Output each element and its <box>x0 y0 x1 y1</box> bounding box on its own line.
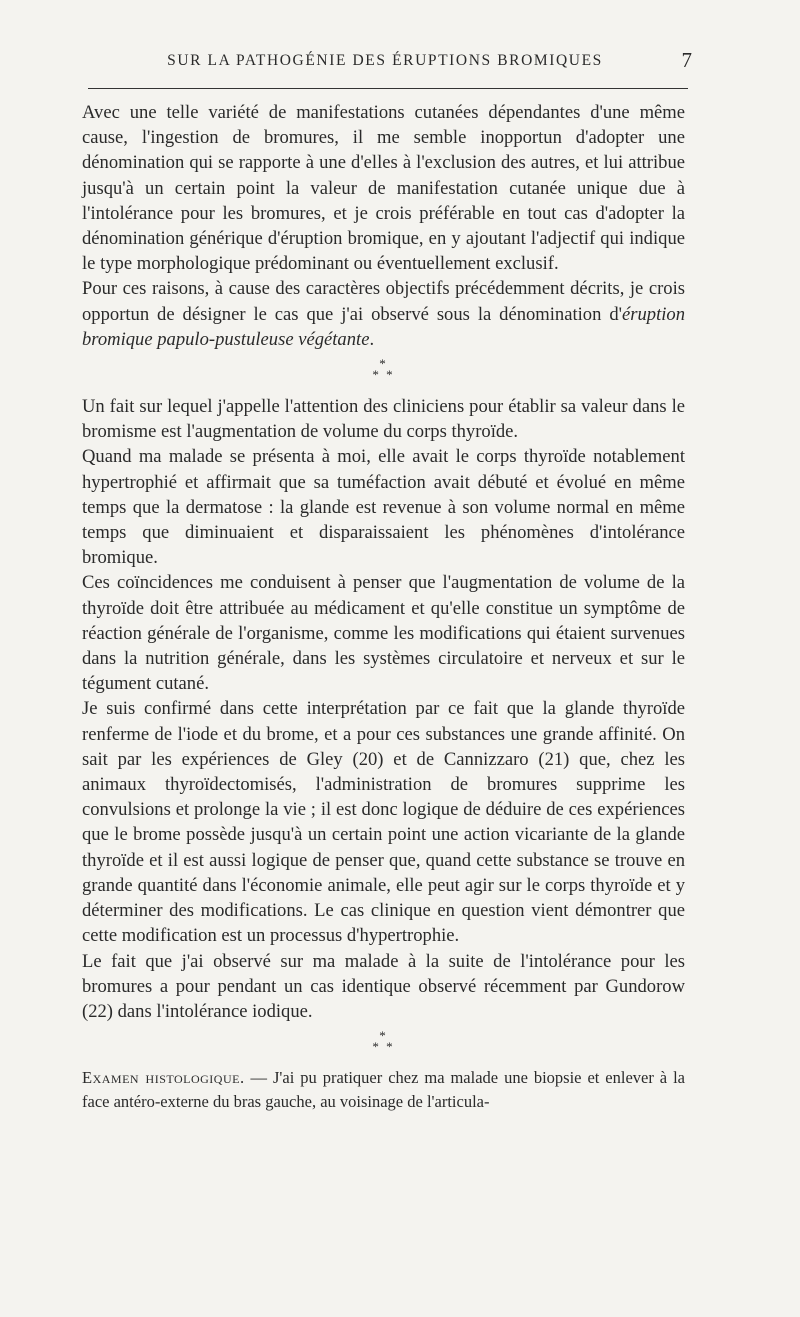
paragraph-2-italic-term: éruption bromique papulo-pustuleuse végétante <box>82 303 685 350</box>
paragraph-4: Quand ma malade se présenta à moi, elle avait le corps thyroïde notablement hypertrophié et affirmait que sa tuméfaction avait débuté et évolué en même temps que la dermatose : la glande est revenue à son volume normal en même temps que diminuaient et disparaissaient les phénomènes d'intolérance bromique. <box>82 446 685 569</box>
paragraph-2 <box>82 276 685 352</box>
histology-heading: Examen histologique. <box>82 1068 245 1088</box>
paragraph-7: Le fait que j'ai observé sur ma malade à la suite de l'intolérance pour les bromures a pour pendant un cas identique observé récemment par Gundorow (22) dans l'intolérance iodique. <box>82 950 685 1022</box>
paragraph-2-text: Pour ces raisons, à cause des caractères objectifs précédemment décrits, je crois opportun de désigner le cas que j'ai observé sous la dénomination d' <box>82 278 685 325</box>
paragraph-6: Je suis confirmé dans cette interprétation par ce fait que la glande thyroïde renferme de l'iode et du brome, et a pour ces substances une grande affinité. On sait par les expériences de Gley (20) et de Cannizzaro (21) que, chez les animaux thyroïdectomisés, l'administration de bromures supprime les convulsions et prolonge la vie ; il est donc logique de déduire de ces expériences que le brome possède jusqu'à un certain point une action vicariante de la glande thyroïde et il est aussi logique de penser que, quand cette substance se trouve en grande quantité dans l'économie animale, elle peut agir sur le corps thyroïde et y déterminer des modifications. Le cas clinique en question vient démontrer que cette modification est un processus d'hypertrophie. <box>82 698 685 947</box>
asterism-bottom: * * <box>372 1039 395 1055</box>
paragraph-1: Avec une telle variété de manifestations cutanées dépendantes d'une même cause, l'ingestion de bromures, il me semble inopportun d'adopter une dénomination qui se rapporte à une d'elles à l'exclusion des autres, et lui attribue jusqu'à un certain point la valeur de manifestation cutanée unique due à l'intolérance pour les bromures, et je crois préférable en tout cas d'adopter la dénomination générique d'éruption bromique, en y ajoutant l'adjectif qui indique le type morphologique prédominant ou éventuellement exclusif. <box>82 102 685 275</box>
header-rule <box>88 88 688 89</box>
histology-paragraph <box>82 1066 685 1114</box>
paragraph-5: Ces coïncidences me conduisent à penser que l'augmentation de volume de la thyroïde doit être attribuée au médicament et qu'elle constitue un symptôme de réaction générale de l'organisme, comme les modifications qui étaient survenues dans la nutrition générale, dans les systèmes circulatoire et nerveux et sur le tégument cutané. <box>82 572 685 695</box>
asterism-top: * <box>379 356 388 372</box>
body-text <box>82 100 685 1114</box>
running-title: SUR LA PATHOGÉNIE DES ÉRUPTIONS BROMIQUES <box>167 52 603 69</box>
page-header <box>82 48 692 78</box>
asterism-top: * <box>379 1028 388 1044</box>
section-asterism-1 <box>82 356 685 383</box>
asterism-bottom: * * <box>372 367 395 383</box>
histology-text: — J'ai pu pratiquer chez ma malade une biopsie et enlever à la face antéro-externe du bras gauche, au voisinage de l'articula- <box>82 1068 685 1112</box>
paragraph-2-end: . <box>369 328 375 350</box>
section-asterism-2 <box>82 1028 685 1055</box>
page-number: 7 <box>681 48 692 72</box>
paragraph-3: Un fait sur lequel j'appelle l'attention des cliniciens pour établir sa valeur dans le bromisme est l'augmentation de volume du corps thyroïde. <box>82 396 685 443</box>
